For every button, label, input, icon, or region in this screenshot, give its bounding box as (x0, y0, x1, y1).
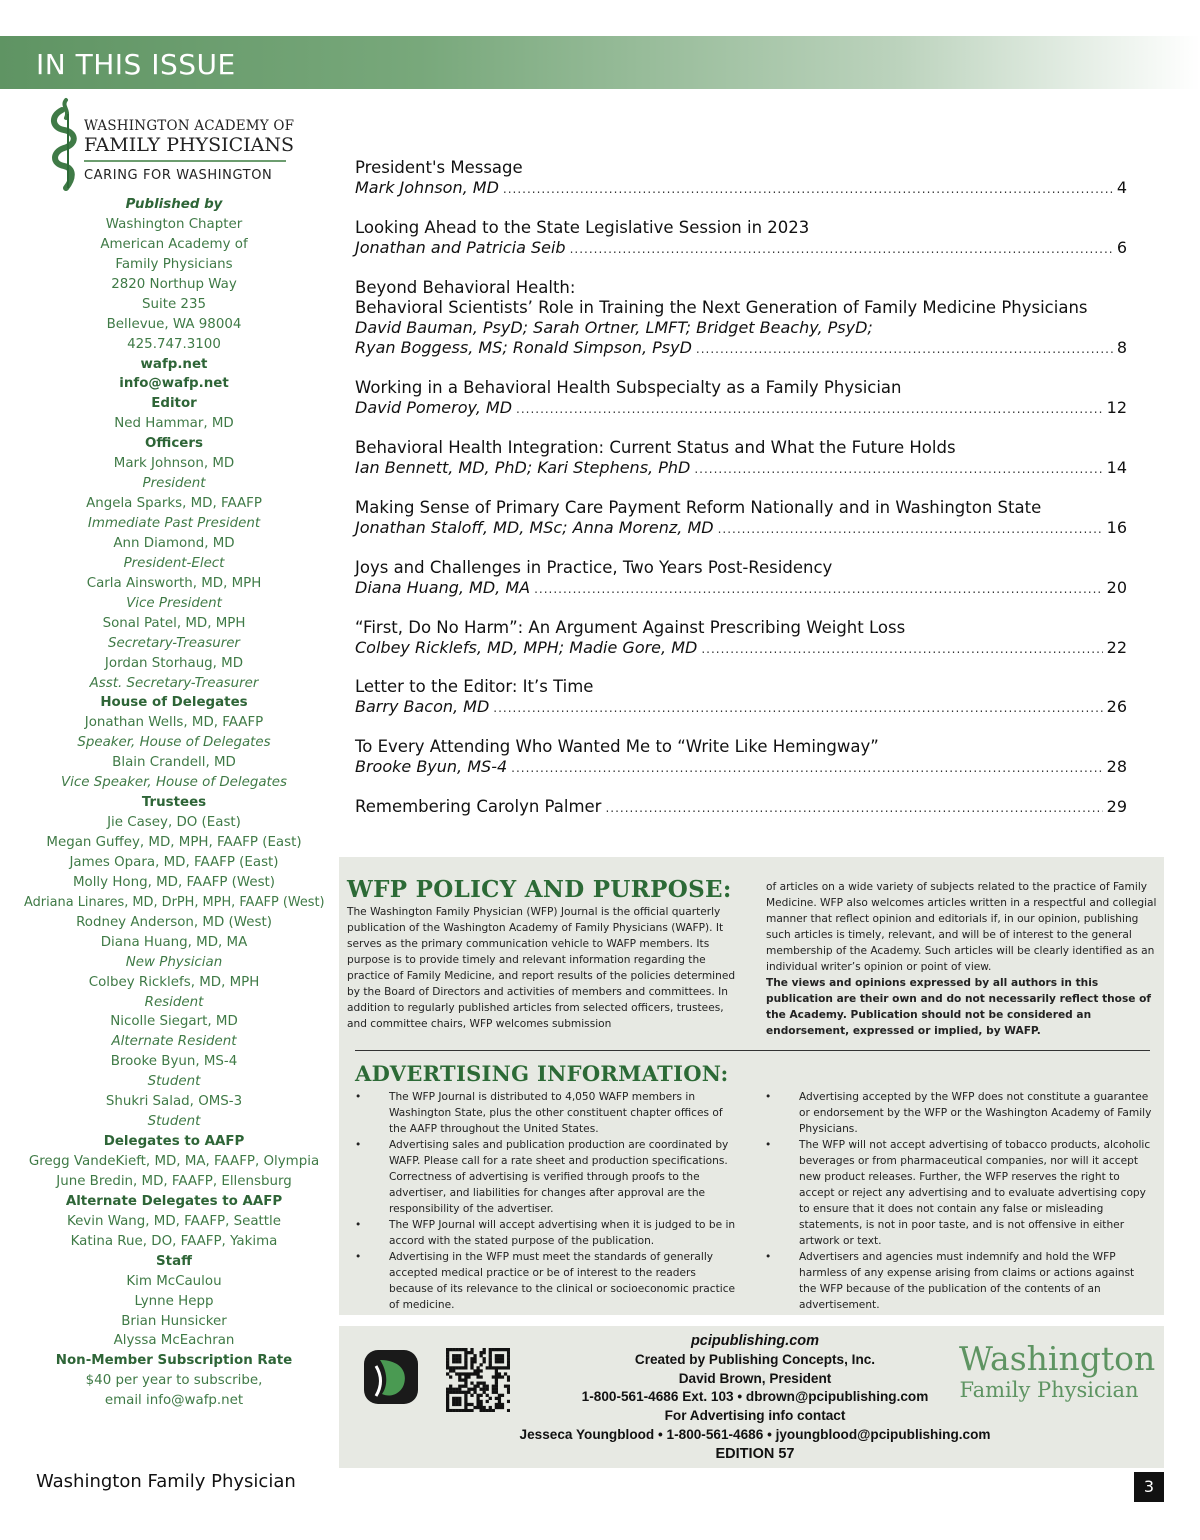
logo-line-1: WASHINGTON ACADEMY OF (84, 118, 295, 134)
masthead-line: Officers (145, 436, 203, 452)
article-title: Behavioral Health Integration: Current Status and What the Future Holds (355, 438, 956, 457)
policy-right-text: of articles on a wide variety of subjects related to the practice of Family Medicine. WFP also welcomes articles written in a respectful and collegial manner that reflect opinion and editorials if, in our opinion, publishing such articles is timely, relevant, and will be of interest to the general membership of the Academy. Such articles will be clearly identified as an individual writer’s opinion or point of view. (766, 881, 1157, 973)
toc-entry[interactable] (355, 498, 1127, 539)
advertising-item: • Advertising in the WFP must meet the standards of generally accepted medical practice or be of interest to the readers because of its relevance to the clinical or socioeconomic practice of medicine. (355, 1249, 741, 1313)
masthead-line: Speaker, House of Delegates (77, 735, 271, 751)
masthead-line: Molly Hong, MD, FAAFP (West) (72, 874, 276, 890)
masthead-line: Trustees (141, 795, 207, 811)
masthead-line: Colbey Ricklefs, MD, MPH (88, 974, 260, 990)
publisher-created-by: Created by Publishing Concepts, Inc. (634, 1351, 876, 1367)
page-number: 3 (1134, 1472, 1164, 1502)
toc-entry[interactable] (355, 158, 1127, 199)
leader-dots (694, 459, 1102, 479)
page-ref: 12 (1106, 398, 1127, 417)
article-authors: Ryan Boggess, MS; Ronald Simpson, PsyD (355, 338, 692, 357)
masthead-line: Editor (151, 396, 197, 412)
page-ref: 20 (1106, 578, 1127, 597)
masthead-line: House of Delegates (100, 695, 248, 711)
leader-dots (516, 399, 1103, 419)
article-authors: Jonathan and Patricia Seib (355, 238, 566, 257)
masthead-line: Diana Huang, MD, MA (100, 934, 248, 950)
article-authors: Jonathan Staloff, MD, MSc; Anna Morenz, MD (355, 518, 714, 537)
divider (355, 1050, 1150, 1051)
toc-entry[interactable] (355, 737, 1127, 778)
publisher-site: pcipublishing.com (690, 1333, 820, 1349)
masthead-line: James Opara, MD, FAAFP (East) (69, 854, 279, 870)
page-ref: 16 (1106, 518, 1127, 537)
footer-publication: Washington Family Physician (36, 1471, 296, 1492)
masthead-line: Mark Johnson, MD (113, 456, 235, 472)
article-title: President's Message (355, 158, 523, 177)
advertising-item: • Advertising accepted by the WFP does not constitute a guarantee or endorsement by the WFP or the Washington Academy of Family Physicians. (765, 1089, 1153, 1137)
masthead-line: Student (147, 1074, 201, 1090)
publisher-box (339, 1326, 1164, 1468)
masthead-line: Lynne Hepp (134, 1293, 214, 1309)
page-ref: 4 (1116, 178, 1127, 197)
banner-title: IN THIS ISSUE (36, 48, 236, 81)
advertising-list-left (355, 1089, 741, 1313)
page-ref: 28 (1106, 757, 1127, 776)
article-title: Making Sense of Primary Care Payment Reform Nationally and in Washington State (355, 498, 1042, 517)
advertising-list-right (765, 1089, 1153, 1313)
masthead-line: Jie Casey, DO (East) (107, 815, 241, 831)
article-authors: Brooke Byun, MS-4 (355, 757, 508, 776)
toc-entry[interactable] (355, 378, 1127, 419)
article-authors: Diana Huang, MD, MA (355, 578, 531, 597)
logo-divider (84, 160, 286, 162)
masthead-line: Katina Rue, DO, FAAFP, Yakima (70, 1233, 278, 1249)
article-authors: Barry Bacon, MD (355, 697, 490, 716)
leader-dots (493, 698, 1102, 718)
policy-disclaimer: The views and opinions expressed by all authors in this publication are their own and do not necessarily reflect those of the Academy. Publication should not be considered an endorsement, expressed or implied, by WAFP. (766, 977, 1152, 1037)
masthead-line: Vice Speaker, House of Delegates (60, 775, 288, 791)
masthead-line: Jordan Storhaug, MD (104, 655, 244, 671)
page-ref: 26 (1106, 697, 1127, 716)
masthead-line: info@wafp.net (119, 376, 229, 392)
masthead-line: Published by (125, 197, 223, 212)
page-ref: 14 (1106, 458, 1127, 477)
masthead-line: Staff (156, 1253, 192, 1269)
toc-entry[interactable] (355, 278, 1127, 359)
leader-dots (511, 758, 1103, 778)
masthead-sidebar (24, 195, 324, 1411)
article-title: Remembering Carolyn Palmer (355, 797, 602, 816)
pci-logo-icon (364, 1350, 418, 1404)
masthead-line: Gregg VandeKieft, MD, MA, FAAFP, Olympia (28, 1154, 320, 1169)
page-ref: 8 (1116, 338, 1127, 357)
masthead-line: Bellevue, WA 98004 (106, 316, 242, 332)
publisher-president: David Brown, President (678, 1370, 832, 1386)
masthead-line: Family Physicians (115, 256, 233, 272)
masthead-line: Alternate Resident (111, 1034, 237, 1050)
toc-entry[interactable] (355, 797, 1127, 818)
wordmark-line-1: Washington (959, 1339, 1156, 1378)
leader-dots (696, 339, 1113, 359)
advertising-item: • Advertisers and agencies must indemnify and hold the WFP harmless of any expense arising from claims or actions against the WFP because of the publication of the contents of an advertisement. (765, 1249, 1153, 1313)
masthead-line: New Physician (125, 954, 223, 970)
policy-heading: WFP POLICY AND PURPOSE: (347, 876, 732, 903)
article-authors: David Bauman, PsyD; Sarah Ortner, LMFT; Bridget Beachy, PsyD; (355, 318, 873, 337)
policy-right-column (766, 879, 1162, 1039)
masthead-line: Brian Hunsicker (121, 1313, 227, 1329)
masthead-line: Megan Guffey, MD, MPH, FAAFP (East) (46, 835, 302, 850)
advertising-heading: ADVERTISING INFORMATION: (355, 1061, 729, 1086)
leader-dots (701, 639, 1102, 659)
article-title: Joys and Challenges in Practice, Two Years Post-Residency (355, 558, 833, 577)
masthead-line: President (142, 476, 206, 492)
masthead-line: Shukri Salad, OMS-3 (105, 1094, 243, 1110)
advertising-contact-label: For Advertising info contact (664, 1408, 846, 1424)
toc-entry[interactable] (355, 218, 1127, 259)
masthead-line: Resident (144, 994, 204, 1010)
masthead-line: Blain Crandell, MD (112, 755, 236, 771)
toc-entry[interactable] (355, 438, 1127, 479)
masthead-line: Washington Chapter (105, 216, 243, 232)
masthead-line: Asst. Secretary-Treasurer (89, 675, 259, 691)
leader-dots (503, 179, 1113, 199)
article-title: “First, Do No Harm”: An Argument Against Prescribing Weight Loss (355, 618, 906, 637)
masthead-line: Ann Diamond, MD (113, 535, 235, 551)
masthead-line: Kim McCaulou (126, 1273, 222, 1289)
masthead-line: Alyssa McEachran (113, 1333, 235, 1349)
article-title: Looking Ahead to the State Legislative Session in 2023 (355, 218, 810, 237)
toc-entry[interactable] (355, 618, 1127, 659)
masthead-line: Brooke Byun, MS-4 (110, 1054, 238, 1070)
publisher-info (489, 1332, 1021, 1464)
masthead-line: Immediate Past President (87, 516, 261, 531)
article-title: To Every Attending Who Wanted Me to “Write Like Hemingway” (355, 737, 879, 756)
wordmark-line-2: Family Physician (959, 1378, 1139, 1402)
masthead-line: Jonathan Wells, MD, FAAFP (84, 715, 264, 731)
advertising-contact: Jesseca Youngblood • 1-800-561-4686 • jyoungblood@pcipublishing.com (519, 1426, 991, 1442)
masthead-line: President-Elect (123, 555, 225, 571)
logo-tagline: CARING FOR WASHINGTON (84, 168, 273, 183)
advertising-item: • Advertising sales and publication production are coordinated by WAFP. Please call for a rate sheet and production specifications. Correctness of advertising is verified through proofs to the advertiser, and liabilities for changes after approval are the responsibility of the advertiser. (355, 1137, 741, 1217)
publisher-contact: 1-800-561-4686 Ext. 103 • dbrown@pcipublishing.com (581, 1389, 929, 1405)
masthead-line: Nicolle Siegart, MD (110, 1014, 238, 1030)
article-authors: Ian Bennett, MD, PhD; Kari Stephens, PhD (355, 458, 691, 477)
article-title: Working in a Behavioral Health Subspecialty as a Family Physician (355, 378, 902, 397)
caduceus-icon (44, 96, 84, 192)
article-authors: David Pomeroy, MD (355, 398, 513, 417)
masthead-line: Rodney Anderson, MD (West) (76, 914, 272, 930)
toc-entry[interactable] (355, 558, 1127, 599)
advertising-item: • The WFP will not accept advertising of tobacco products, alcoholic beverages or from pharmaceutical companies, nor will it accept new product releases. Further, the WFP reserves the right to accept or reject any advertising and to evaluate advertising copy to ensure that it does not contain any false or misleading statements, is not in poor taste, and is not offensive in either artwork or text. (765, 1137, 1153, 1249)
toc-entry[interactable] (355, 677, 1127, 718)
masthead-line: $40 per year to subscribe, (85, 1373, 263, 1389)
section-banner (0, 36, 1200, 89)
page-ref: 6 (1116, 238, 1127, 257)
logo-line-2: FAMILY PHYSICIANS (84, 134, 295, 156)
page-ref: 22 (1106, 638, 1127, 657)
advertising-item: • The WFP Journal is distributed to 4,050 WAFP members in Washington State, plus the other constituent chapter offices of the AAFP throughout the United States. (355, 1089, 741, 1137)
wfp-wordmark (959, 1339, 1156, 1402)
article-title: Behavioral Scientists’ Role in Training the Next Generation of Family Medicine Physicians (355, 298, 1088, 317)
page-ref: 29 (1106, 797, 1127, 816)
masthead-line: Alternate Delegates to AAFP (65, 1193, 283, 1209)
masthead-line: Ned Hammar, MD (114, 416, 234, 432)
policy-box (339, 857, 1164, 1315)
leader-dots (534, 579, 1103, 599)
masthead-line: American Academy of (100, 236, 248, 252)
masthead-line: Carla Ainsworth, MD, MPH (86, 575, 262, 591)
masthead-line: Angela Sparks, MD, FAAFP (86, 496, 262, 512)
masthead-line: June Bredin, MD, FAAFP, Ellensburg (56, 1173, 292, 1189)
masthead-line: Delegates to AAFP (103, 1134, 245, 1150)
masthead-line: 425.747.3100 (127, 336, 221, 352)
article-title: Beyond Behavioral Health: (355, 278, 576, 297)
masthead-line: Vice President (126, 595, 222, 611)
masthead-line: wafp.net (140, 356, 208, 372)
masthead-line: Suite 235 (141, 296, 206, 312)
article-authors: Mark Johnson, MD (355, 178, 499, 197)
masthead-line: Student (147, 1114, 201, 1130)
masthead-line: Kevin Wang, MD, FAAFP, Seattle (66, 1213, 282, 1229)
masthead-line: email info@wafp.net (104, 1393, 244, 1409)
wafp-logo (40, 96, 300, 192)
edition-number: EDITION 57 (715, 1445, 795, 1462)
advertising-item: • The WFP Journal will accept advertising when it is judged to be in accord with the stated purpose of the publication. (355, 1217, 741, 1249)
article-title: Letter to the Editor: It’s Time (355, 677, 594, 696)
masthead-line: Adriana Linares, MD, DrPH, MPH, FAAFP (West) (24, 894, 325, 910)
leader-dots (718, 519, 1103, 539)
masthead-line: Secretary-Treasurer (108, 635, 240, 651)
masthead-line: Non-Member Subscription Rate (55, 1353, 293, 1369)
masthead-line: Sonal Patel, MD, MPH (102, 615, 246, 631)
article-authors: Colbey Ricklefs, MD, MPH; Madie Gore, MD (355, 638, 698, 657)
leader-dots (570, 239, 1113, 259)
leader-dots (605, 798, 1102, 818)
policy-left-text: The Washington Family Physician (WFP) Journal is the official quarterly publication of the Washington Academy of Family Physicians (WAFP). It serves as the primary communication vehicle to WAFP members. Its purpose is to provide timely and relevant information regarding the practice of Family Medicine, and report results of the policies determined by the Board of Directors and activities of members and committees. In addition to regularly published articles from selected officers, trustees, and committee chairs, WFP welcomes submission (347, 906, 736, 1030)
masthead-line: 2820 Northup Way (111, 276, 237, 292)
